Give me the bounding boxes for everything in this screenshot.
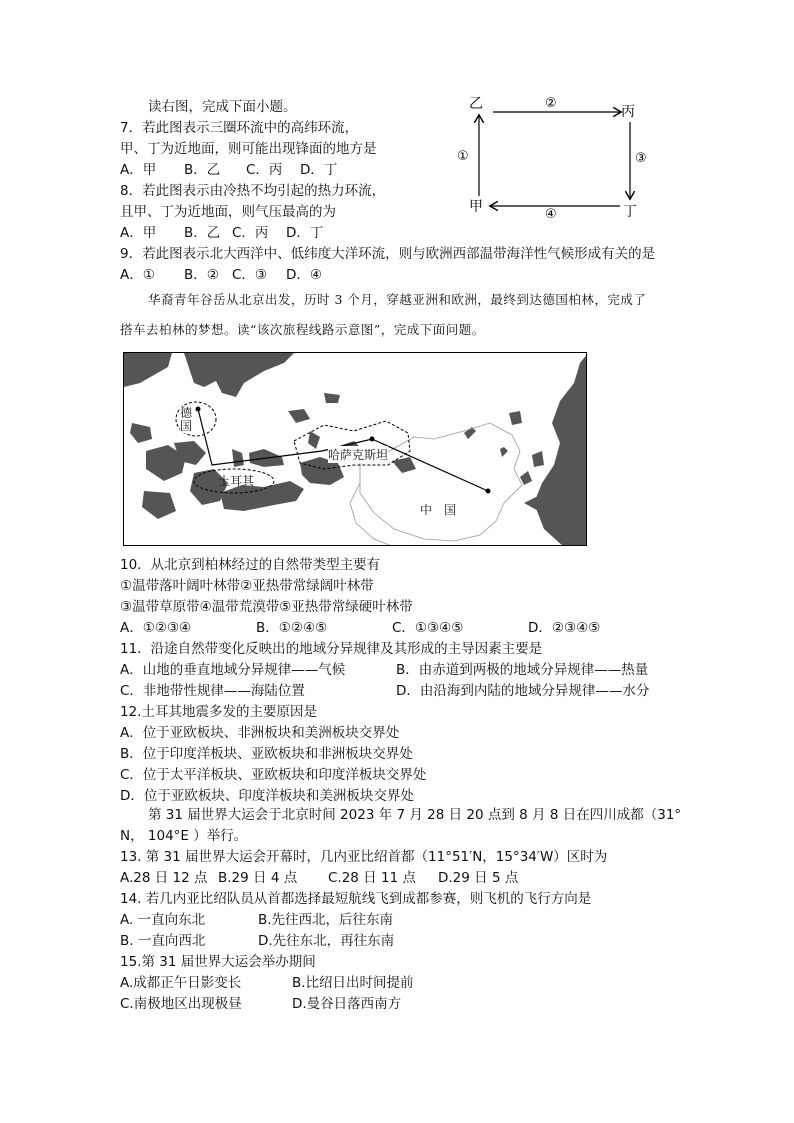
q14-option-d[interactable]: D.先往东北，再往东南 [258,933,395,949]
q14-options-row1 [120,911,393,929]
q13-stem: 13. 第 31 届世界大运会开幕时，几内亚比绍首都（11°51′N，15°34′W）区时为 [120,849,608,865]
q14-option-b[interactable]: B.先往西北，后往东南 [258,912,394,928]
berlin-point [196,407,201,412]
q7-option-b[interactable]: B．乙 [184,162,221,178]
q9-options [120,266,322,284]
q7-stem-2: 甲、丁为近地面，则可能出现锋面的地方是 [120,141,377,157]
q15-option-b[interactable]: B.比绍日出时间提前 [292,975,414,991]
q12-option-b[interactable]: B．位于印度洋板块、亚欧板块和非洲板块交界处 [120,746,413,762]
q14-option-b2[interactable]: B. 一直向西北 [120,933,206,949]
kazakhstan-point [370,437,375,442]
q15-option-a[interactable]: A.成都正午日影变长 [120,975,242,991]
q10-items-2: ③温带草原带④温带荒漠带⑤亚热带常绿硬叶林带 [120,599,413,615]
q9-option-a[interactable]: A．① [120,267,155,283]
q8-option-a[interactable]: A．甲 [120,225,157,241]
q15-options-row1 [120,974,414,992]
intro3-line2: N， 104°E ）举行。 [120,828,248,844]
intro-text: 读右图，完成下面小题。 [148,99,297,115]
map-label-turkey: 土耳其 [218,474,255,488]
q13-option-a[interactable]: A.28 日 12 点 [120,870,208,886]
q13-options [120,869,518,887]
q10-items-1: ①温带落叶阔叶林带②亚热带常绿阔叶林带 [120,578,374,594]
intro2-line1: 华裔青年谷岳从北京出发，历时 3 个月，穿越亚洲和欧洲，最终到达德国柏林，完成了 [148,292,647,307]
q8-option-c[interactable]: C．丙 [232,225,269,241]
q8-options [120,224,323,242]
q11-stem: 11．沿途自然带变化反映出的地域分异规律及其形成的主导因素主要是 [120,641,543,657]
q7-option-a[interactable]: A．甲 [120,162,157,178]
map-label-kazakhstan: 哈萨克斯坦 [328,448,389,462]
arrow-label-1: ① [457,149,469,164]
q10-option-c[interactable]: C．①③④⑤ [392,620,464,636]
q14-stem: 14. 若几内亚比绍队员从首都选择最短航线飞到成都参赛，则飞机的飞行方向是 [120,891,592,907]
q15-options-row2 [120,995,401,1013]
q8-option-d[interactable]: D．丁 [286,225,324,241]
q15-option-c[interactable]: C.南极地区出现极昼 [120,996,242,1012]
label-ding: 丁 [623,204,637,220]
q11-options-row2 [120,682,649,700]
q12-option-c[interactable]: C．位于太平洋板块、亚欧板块和印度洋板块交界处 [120,767,427,783]
q13-option-b[interactable]: B.29 日 4 点 [218,870,298,886]
q7-stem-1: 7．若此图表示三圈环流中的高纬环流， [120,120,359,136]
q11-options-row1 [120,661,648,679]
beijing-point [486,489,491,494]
arrow-label-2: ② [545,96,557,111]
q9-option-d[interactable]: D．④ [286,267,322,283]
q11-option-a[interactable]: A．山地的垂直地域分异规律——气候 [120,662,346,678]
q7-option-d[interactable]: D．丁 [300,162,338,178]
q12-option-d[interactable]: D．位于亚欧板块、印度洋板块和美洲板块交界处 [120,788,414,804]
q15-option-d[interactable]: D.曼谷日落西南方 [292,996,402,1012]
q10-option-a[interactable]: A．①②③④ [120,620,192,636]
q11-option-c[interactable]: C．非地带性规律——海陆位置 [120,683,305,699]
arrow-label-3: ③ [635,151,647,166]
q13-option-d[interactable]: D.29 日 5 点 [438,870,519,886]
map-label-china: 中 国 [420,503,457,517]
q15-stem: 15.第 31 届世界大运会举办期间 [120,954,316,970]
q9-option-b[interactable]: B．② [184,267,219,283]
circulation-diagram [455,90,655,220]
q14-option-a[interactable]: A. 一直向东北 [120,912,206,928]
arrow-label-4: ④ [545,207,557,220]
intro3-line1: 第 31 届世界大运会于北京时间 2023 年 7 月 28 日 20 点到 8 月 8 日在四川成都（31° [148,807,682,823]
q12-stem: 12.土耳其地震多发的主要原因是 [120,704,317,720]
q10-option-b[interactable]: B．①②④⑤ [256,620,328,636]
q10-options [120,619,600,637]
map-label-germany: 德国 [180,406,193,433]
q7-options [120,161,337,179]
q10-stem: 10．从北京到柏林经过的自然带类型主要有 [120,557,381,573]
circulation-diagram-svg [455,90,655,220]
intro2-line2: 搭车去柏林的梦想。读“该次旅程线路示意图”，完成下面问题。 [120,322,485,337]
q8-option-b[interactable]: B．乙 [184,225,221,241]
q8-stem-1: 8．若此图表示由冷热不均引起的热力环流， [120,183,386,199]
q9-stem: 9．若此图表示北大西洋中、低纬度大洋环流，则与欧洲西部温带海洋性气候形成有关的是 [120,246,656,262]
q8-stem-2: 且甲、丁为近地面，则气压最高的为 [120,204,336,220]
route-map [123,352,587,546]
label-jia: 甲 [469,199,483,215]
q7-option-c[interactable]: C．丙 [246,162,283,178]
q13-option-c[interactable]: C.28 日 11 点 [328,870,416,886]
q12-option-a[interactable]: A．位于亚欧板块、非洲板块和美洲板块交界处 [120,725,400,741]
q14-options-row2 [120,932,394,950]
label-yi: 乙 [469,96,483,112]
q10-option-d[interactable]: D．②③④⑤ [528,620,601,636]
label-bing: 丙 [621,104,635,120]
q11-option-b[interactable]: B．由赤道到两极的地域分异规律——热量 [396,662,649,678]
q11-option-d[interactable]: D．由沿海到内陆的地域分异规律——水分 [396,683,650,699]
q9-option-c[interactable]: C．③ [232,267,268,283]
